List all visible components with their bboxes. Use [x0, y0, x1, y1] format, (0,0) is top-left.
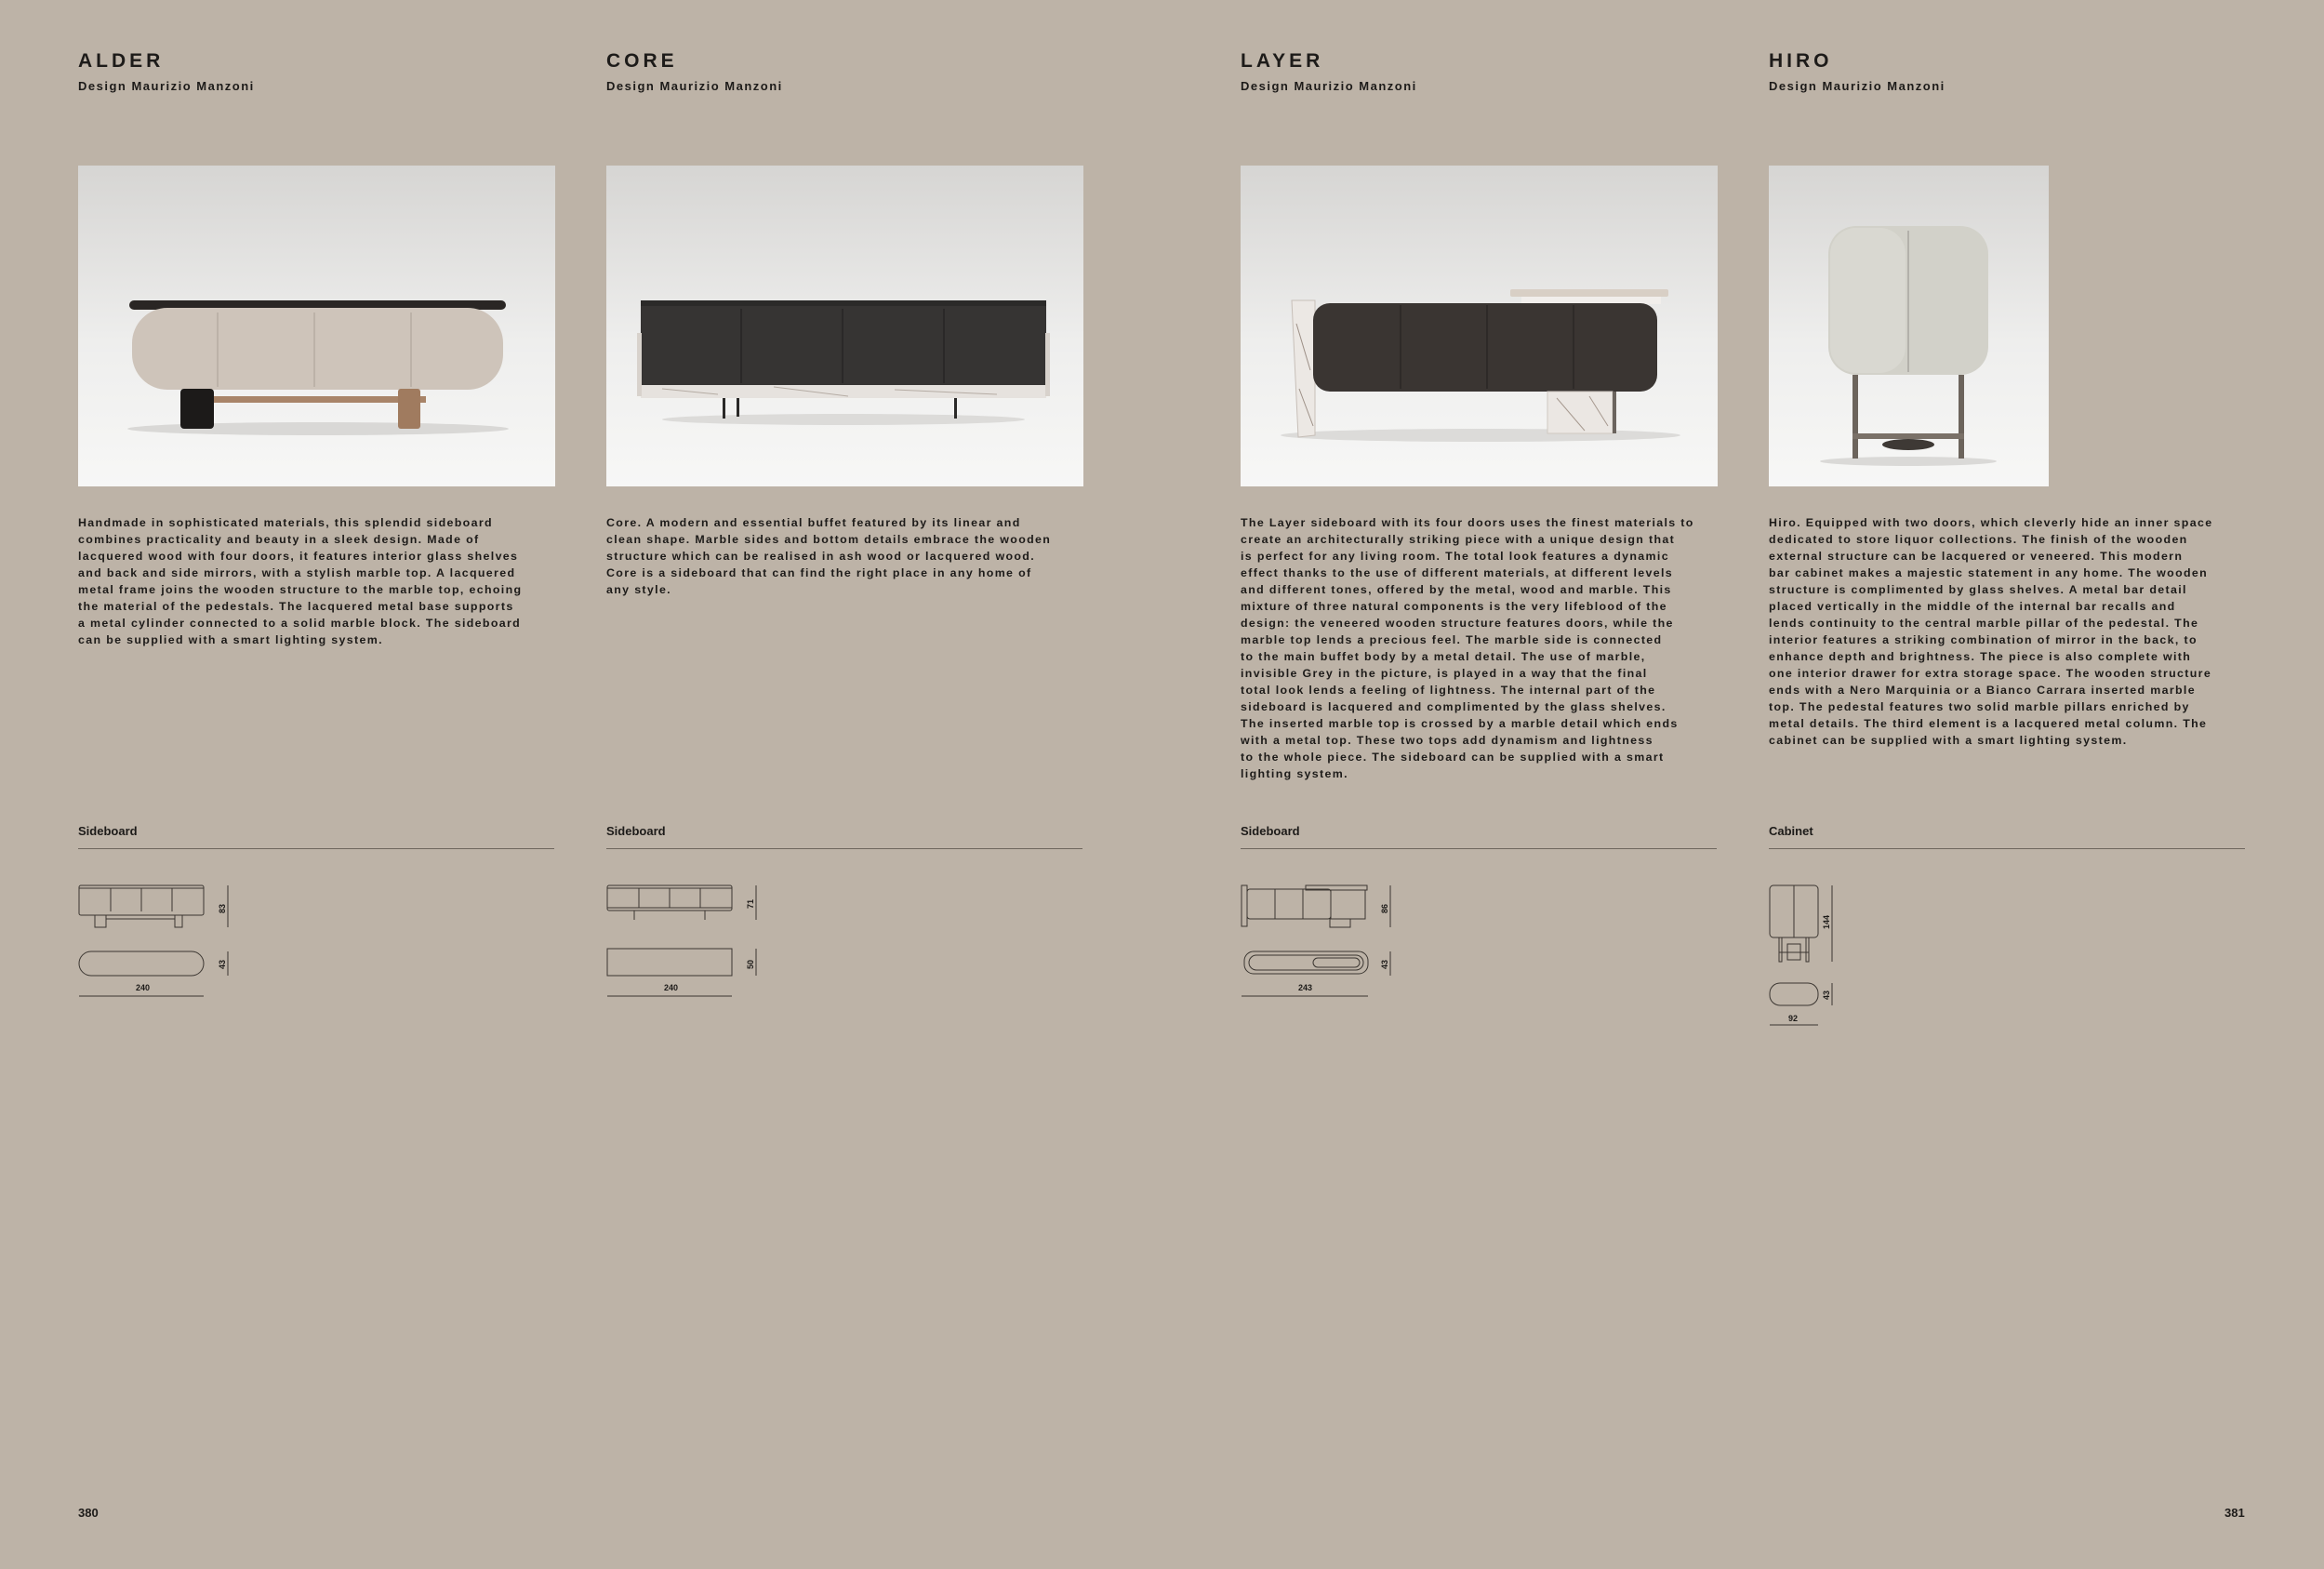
dimension-height: 71: [746, 898, 755, 909]
product-description: Handmade in sophisticated materials, this splendid sideboard combines practicality and beauty in a sleek design. Made of lacquered wood with four doors, it features interior glass shelves and back and side mirrors, with a stylish marble top. A lacquered metal frame joins the wooden structure to the marble top, echoing the material of the pedestals. The lacquered metal base supports a metal cylinder connected to a solid marble block. The sideboard can be supplied with a smart lighting system.: [78, 516, 523, 646]
dimension-depth: 50: [746, 959, 755, 969]
product-designer: Design Maurizio Manzoni: [78, 79, 255, 93]
dimension-depth: 43: [218, 959, 227, 969]
page-number-right: 381: [2224, 1506, 2245, 1520]
product-category: Sideboard: [78, 824, 138, 838]
sideboard-alder-photo: [78, 166, 555, 486]
product-title: LAYER: [1241, 50, 1324, 72]
product-designer: Design Maurizio Manzoni: [606, 79, 783, 93]
divider: [78, 848, 554, 849]
divider: [1241, 848, 1717, 849]
dimension-width: 240: [664, 983, 679, 992]
dimension-width: 243: [1298, 983, 1313, 992]
product-title: CORE: [606, 50, 678, 72]
sideboard-layer-photo: [1241, 166, 1718, 486]
product-description: Core. A modern and essential buffet featured by its linear and clean shape. Marble sides and bottom details embrace the wooden structure which can be realised in ash wood or lacquered wood. Core is a sideboard that can find the right place in any home of any style.: [606, 516, 1052, 596]
cabinet-hiro-photo: [1769, 166, 2049, 486]
dimension-height: 83: [218, 903, 227, 913]
dimension-drawing: [606, 879, 792, 1037]
product-designer: Design Maurizio Manzoni: [1769, 79, 1946, 93]
dimension-drawing: [78, 879, 264, 1037]
dimension-width: 240: [136, 983, 151, 992]
dimension-height: 144: [1822, 914, 1831, 929]
product-category: Cabinet: [1769, 824, 1813, 838]
product-designer: Design Maurizio Manzoni: [1241, 79, 1417, 93]
divider: [606, 848, 1082, 849]
product-title: ALDER: [78, 50, 165, 72]
product-category: Sideboard: [606, 824, 666, 838]
sideboard-core-photo: [606, 166, 1083, 486]
page-number-left: 380: [78, 1506, 99, 1520]
dimension-depth: 43: [1380, 959, 1389, 969]
dimension-width: 92: [1788, 1014, 1799, 1023]
dimension-depth: 43: [1822, 990, 1831, 1000]
product-description: The Layer sideboard with its four doors uses the finest materials to create an architecturally striking piece with a unique design that is perfect for any living room. The total look features a dynamic effect thanks to the use of different materials, at different levels and different tones, offered by the metal, wood and marble. This mixture of three natural components is the very lifeblood of the design: the veneered wooden structure features doors, while the marble top lends a precious feel. The marble side is connected to the main buffet body by a metal detail. The use of marble, invisible Grey in the picture, is played in a way that the final total look lends a feeling of lightness. The internal part of the sideboard is lacquered and complimented by the glass shelves. The inserted marble top is crossed by a marble detail which ends with a metal top. These two tops add dynamism and lightness to the whole piece. The sideboard can be supplied with a smart lighting system.: [1241, 516, 1694, 780]
product-description: Hiro. Equipped with two doors, which cleverly hide an inner space dedicated to store liquor collections. The finish of the wooden external structure can be lacquered or veneered. This modern bar cabinet makes a majestic statement in any home. The wooden structure is complimented by glass shelves. A metal bar detail placed vertically in the middle of the internal bar recalls and lends continuity to the central marble pillar of the pedestal. The interior features a striking combination of mirror in the back, to enhance depth and brightness. The piece is also complete with one interior drawer for extra storage space. The wooden structure ends with a Nero Marquinia or a Bianco Carrara inserted marble top. The pedestal features two solid marble pillars enriched by metal details. The third element is a lacquered metal column. The cabinet can be supplied with a smart lighting system.: [1769, 516, 2213, 747]
dimension-height: 86: [1380, 903, 1389, 913]
dimension-drawing: [1769, 879, 1955, 1037]
divider: [1769, 848, 2245, 849]
product-title: HIRO: [1769, 50, 1833, 72]
product-category: Sideboard: [1241, 824, 1300, 838]
dimension-drawing: [1241, 879, 1427, 1037]
